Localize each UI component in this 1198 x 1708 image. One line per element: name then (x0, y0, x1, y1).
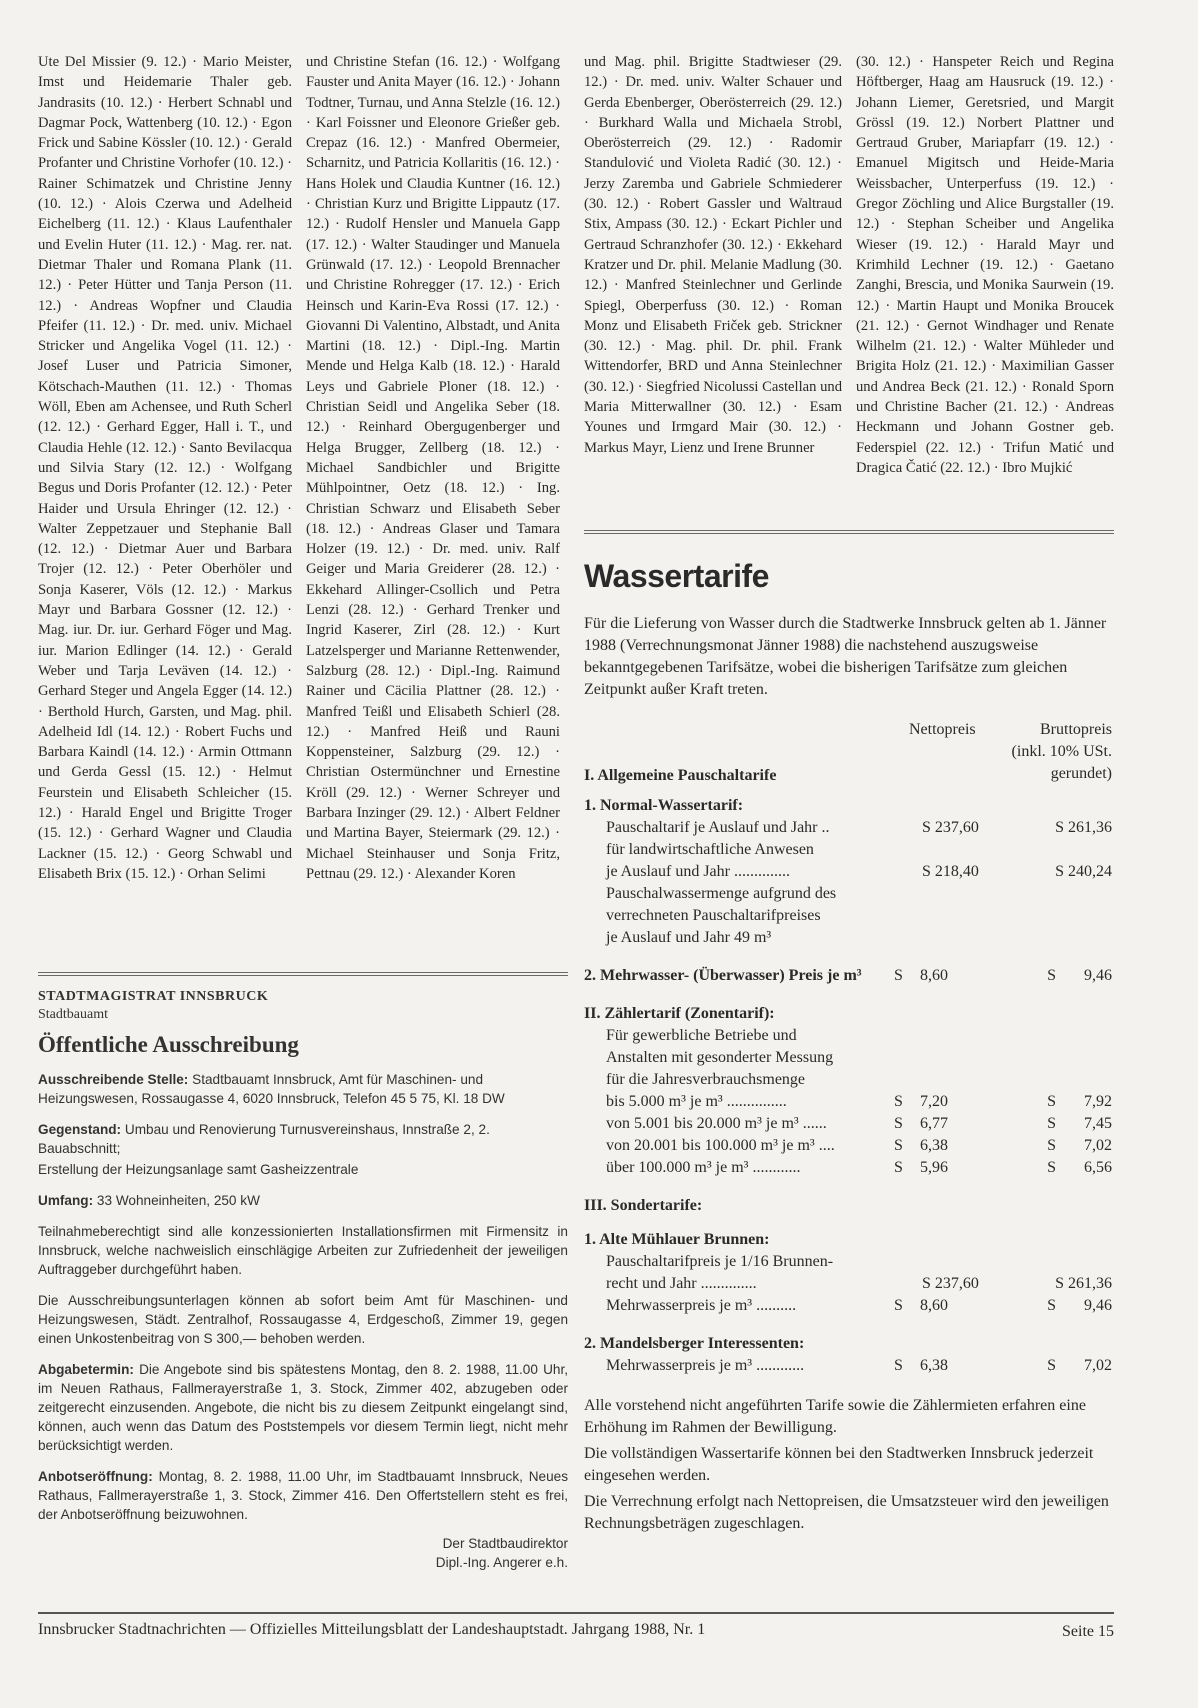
column-weddings-3: und Mag. phil. Brigitte Stadtwieser (29. 12.) · Dr. med. univ. Walter Schauer und Gerda Ebenberger, Oberösterreich (29. 12.) · Burkhard Walla und Michaela Strobl, Oberösterreich (29. 12.) · Radomir Standulović und Violeta Radić (30. 12.) · Jerzy Zaremba und Gabriele Schmiederer (30. 12.) · Robert Gassler und Waltraud Stix, Ampass (30. 12.) · Eckart Pichler und Gertraud Schranzhofer (30. 12.) · Ekkehard Kratzer und Dr. phil. Melanie Madlung (30. 12.) · Manfred Steinlechner und Gerlinde Spiegl, Oberperfuss (30. 12.) · Roman Monz und Elisabeth Friček geb. Strickner (30. 12.) · Mag. phil. Dr. phil. Frank Wittendorfer, BRD und Anna Steinlechner (30. 12.) · Siegfried Nicolussi Castellan und Maria Mitterwallner (30. 12.) · Esam Younes und Irmgard Mair (30. 12.) · Markus Mayr, Lienz und Irene Brunner (584, 54, 842, 456)
tender-abgabe: Abgabetermin: Die Angebote sind bis spätestens Montag, den 8. 2. 1988, 11.00 Uhr, im Neuen Rathaus, Fallmerayerstraße 1, 3. Stock, Zimmer 402, abzugeben oder zeitgerecht einzusenden. Angebote, die nicht bis zu diesem Zeitpunkt eingelangt sind, können, auch wenn das Datum des Poststempels vor diesem Termin liegt, nicht mehr berücksichtigt werden. (38, 1362, 569, 1453)
header-netto: Nettopreis (909, 721, 976, 738)
row-label: Für gewerbliche Betriebe und (606, 1027, 797, 1044)
row-label: für landwirtschaftliche Anwesen (606, 841, 814, 858)
subsection-1-1: 1. Normal-Wassertarif: (584, 797, 744, 814)
tariff-title: Wassertarife (584, 558, 769, 594)
tariff-note-1: Alle vorstehend nicht angeführten Tarife sowie die Zählermieten erfahren eine Erhöhung im Rahmen der Bewilligung. (584, 1397, 1086, 1436)
divider-left (38, 972, 568, 976)
header-brutto-3: gerundet) (1050, 765, 1112, 782)
divider-right (584, 530, 1114, 534)
table-row: Mehrwasserpreis je m³ ............ S 6,38 S 7,02 (606, 1357, 1112, 1374)
table-row: von 5.001 bis 20.000 m³ je m³ ...... S 6,77 S 7,45 (606, 1115, 1112, 1132)
row-label: Pauschalwassermenge aufgrund des (606, 885, 837, 902)
tender-teilnahme: Teilnahmeberechtigt sind alle konzessionierten Installationsfirmen mit Firmensitz in Innsbruck, welche nachweislich einschlägige Arbeiten zur Zufriedenheit der jeweiligen Auftraggeber durchgeführt haben. (38, 1224, 568, 1277)
row-label: für die Jahresverbrauchsmenge (606, 1071, 806, 1088)
page-number: Seite 15 (1062, 1623, 1114, 1640)
public-tender (38, 988, 568, 1572)
tender-unterlagen: Die Ausschreibungsunterlagen können ab sofort beim Amt für Maschinen- und Heizungswesen, Städt. Zentralhof, Rossaugasse 4, Erdgeschoß, Zimmer 19, gegen einen Unkostenbeitrag von S 300,— behoben werden. (38, 1293, 568, 1346)
table-header (584, 719, 1112, 785)
table-row: von 20.001 bis 100.000 m³ je m³ .... S 6,38 S 7,02 (606, 1137, 1112, 1154)
table-row: über 100.000 m³ je m³ ............ S 5,96 S 6,56 (606, 1159, 1112, 1176)
table-row: bis 5.000 m³ je m³ ............... S 7,20 S 7,92 (606, 1093, 1112, 1110)
column-weddings-1: Ute Del Missier (9. 12.) · Mario Meister, Imst und Heidemarie Thaler geb. Jandrasits (10. 12.) · Herbert Schnabl und Dagmar Pock, Wattenberg (10. 12.) · Egon Frick und Sabine Kössler (10. 12.) · Gerald Profanter und Christine Vorhofer (10. 12.) · Rainer Schimatzek und Christine Jenny (10. 12.) · Alois Czerwa und Adelheid Eichelberg (11. 12.) · Klaus Laufenthaler und Evelin Huter (11. 12.) · Mag. rer. nat. Dietmar Thaler und Romana Plank (11. 12.) · Peter Hütter und Tanja Person (11. 12.) · Andreas Wopfner und Claudia Pfeifer (11. 12.) · Dr. med. univ. Michael Stricker und Angelika Vogel (11. 12.) · Josef Luser und Patricia Simoner, Kötschach-Mauthen (11. 12.) · Thomas Wöll, Eben am Achensee, und Ruth Scherl (12. 12.) · Gerhard Egger, Hall i. T., und Claudia Hehle (12. 12.) · Santo Bevilacqua und Silvia Stary (12. 12.) · Wolfgang Begus und Doris Profanter (12. 12.) · Peter Haider und Ursula Ehringer (12. 12.) · Walter Zeppetzauer und Stephanie Ball (12. 12.) · Dietmar Auer und Barbara Trojer (12. 12.) · Peter Oberhöler und Sonja Kaserer, Völs (12. 12.) · Markus Mayr und Barbara Gossner (12. 12.) · Mag. iur. Dr. iur. Gerhard Föger und Mag. iur. Marion Edlinger (14. 12.) · Gerald Weber und Tarja Leväven (14. 12.) · Gerhard Steger und Angela Egger (14. 12.) · Berthold Hurch, Garsten, und Mag. phil. Adelheid Idl (14. 12.) · Robert Fuchs und Barbara Kaindl (14. 12.) · Armin Ottmann und Gerda Gessl (15. 12.) · Helmut Feurstein und Elisabeth Schleicher (15. 12.) · Harald Engel und Brigitte Troger (15. 12.) · Gerhard Wagner und Claudia Lackner (15. 12.) · Georg Schwabl und Elisabeth Brix (15. 12.) · Orhan Selimi (38, 54, 292, 882)
tariff-note-2: Die vollständigen Wassertarife können bei den Stadtwerken Innsbruck jederzeit eingesehen werden. (584, 1445, 1094, 1484)
tender-title: Öffentliche Ausschreibung (38, 1032, 299, 1057)
tender-gegenstand: Gegenstand: Umbau und Renovierung Turnusvereinshaus, Innstraße 2, 2. Bauabschnitt; (38, 1122, 490, 1156)
department: Stadtbauamt (38, 1007, 108, 1022)
row-label: Pauschaltarifpreis je 1/16 Brunnen- (606, 1253, 834, 1270)
tariff-note-3: Die Verrechnung erfolgt nach Nettopreisen, die Umsatzsteuer wird den jeweiligen Rechnungsbeträgen zugeschlagen. (584, 1493, 1109, 1532)
tender-eroeffnung: Anbotseröffnung: Montag, 8. 2. 1988, 11.00 Uhr, im Stadtbauamt Innsbruck, Neues Rathaus, Fallmerayerstraße 1, 3. Stock, Zimmer 416. Den Offertstellern steht es frei, der Anbotseröffnung beizuwohnen. (38, 1469, 569, 1522)
page-footer (38, 1612, 1114, 1640)
table-row: Mehrwasserpreis je m³ .......... S 8,60 S 9,46 (606, 1297, 1112, 1314)
tariff-intro: Für die Lieferung von Wasser durch die Stadtwerke Innsbruck gelten ab 1. Jänner 1988 (Verrechnungsmonat Jänner 1988) die nachstehend auszugsweise bekanntgegebenen Tarifsätze, wobei die bisherigen Tarifsätze zum gleichen Zeitpunkt außer Kraft treten. (584, 615, 1107, 698)
agency-name: STADTMAGISTRAT INNSBRUCK (38, 989, 269, 1004)
table-row: recht und Jahr .............. S 237,60 S 261,36 (606, 1275, 1112, 1292)
tender-umfang: Umfang: 33 Wohneinheiten, 250 kW (38, 1193, 260, 1208)
header-brutto-2: (inkl. 10% USt. (1011, 743, 1112, 760)
water-tariffs (584, 553, 1112, 1539)
row-label: je Auslauf und Jahr 49 m³ (606, 929, 772, 946)
footer-text: Innsbrucker Stadtnachrichten — Offizielles Mitteilungsblatt der Landeshauptstadt. Jahrgang 1988, Nr. 1 (38, 1621, 706, 1638)
column-weddings-2: und Christine Stefan (16. 12.) · Wolfgang Fauster und Anita Mayer (16. 12.) · Johann Todtner, Turnau, und Anna Stelzle (16. 12.) · Karl Foissner und Eleonore Grießer geb. Crepaz (16. 12.) · Manfred Obermeier, Scharnitz, und Patricia Kollaritis (16. 12.) · Hans Holek und Claudia Kuntner (16. 12.) · Christian Kurz und Brigitte Lippautz (17. 12.) · Rudolf Hensler und Manuela Gapp (17. 12.) · Walter Staudinger und Manuela Grünwald (17. 12.) · Leopold Brennacher und Christine Rohregger (17. 12.) · Erich Heinsch und Karin-Eva Rossi (17. 12.) · Giovanni Di Valentino, Albstadt, und Anita Martini (18. 12.) · Dipl.-Ing. Martin Mende und Helga Kalb (18. 12.) · Harald Leys und Gabriele Ploner (18. 12.) · Christian Seidl und Angelika Seber (18. 12.) · Reinhard Obergugenberger und Helga Brugger, Zellberg (18. 12.) · Michael Sandbichler und Brigitte Mühlpointner, Oetz (18. 12.) · Ing. Christian Schwarz und Elisabeth Seber (18. 12.) · Andreas Glaser und Tamara Holzer (19. 12.) · Dr. med. univ. Ralf Geiger und Maria Greiderer (28. 12.) · Ekkehard Allinger-Csollich und Petra Lenzi (28. 12.) · Gerhard Trenker und Ingrid Kaserer, Zirl (28. 12.) · Kurt Latzelsperger und Marianne Rettenwender, Salzburg (28. 12.) · Dipl.-Ing. Raimund Rainer und Cäcilia Plattner (28. 12.) · Manfred Teißl und Elisabeth Schierl (28. 12.) · Manfred Heiß und Rauni Koppensteiner, Salzburg (29. 12.) · Christian Ostermünchner und Ernestine Kröll (29. 12.) · Werner Schreyer und Barbara Inzinger (29. 12.) · Albert Feldner und Martina Bayer, Steiermark (29. 12.) · Michael Steinhauser und Sonja Fritz, Pettnau (29. 12.) · Alexander Koren (306, 54, 560, 882)
signature: Der Stadtbaudirektor Dipl.-Ing. Angerer e.h. (435, 1536, 568, 1570)
tender-stelle: Ausschreibende Stelle: Stadtbauamt Innsbruck, Amt für Maschinen- und Heizungswesen, Rossaugasse 4, 6020 Innsbruck, Telefon 45 5 75, Kl. 18 DW (38, 1072, 505, 1106)
table-row: 2. Mehrwasser- (Überwasser) Preis je m³ S 8,60 S 9,46 (584, 967, 1112, 984)
row-label: verrechneten Pauschaltarifpreises (606, 907, 821, 924)
section-3-title: III. Sondertarife: (584, 1197, 703, 1214)
section-1-title: I. Allgemeine Pauschaltarife (584, 767, 777, 784)
table-row: Pauschaltarif je Auslauf und Jahr .. S 237,60 S 261,36 (606, 819, 1112, 836)
column-weddings-4: (30. 12.) · Hanspeter Reich und Regina Höftberger, Haag am Hausruck (19. 12.) · Johann Liemer, Geretsried, und Margit Grössl (19. 12.) Norbert Plattner und Gertraud Gruber, Mariapfarr (19. 12.) · Emanuel Migitsch und Heide-Maria Weissbacher, Unterperfuss (19. 12.) · Gregor Zöchling und Alice Burgstaller (19. 12.) · Stephan Scheiber und Angelika Wieser (19. 12.) · Harald Mayr und Krimhild Lechner (19. 12.) · Gaetano Zanghi, Brescia, und Monika Saurwein (19. 12.) · Martin Haupt und Monika Broucek (21. 12.) · Gernot Windhager und Renate Wilhelm (21. 12.) · Walter Mühleder und Brigita Holz (21. 12.) · Maximilian Gasser und Andrea Beck (21. 12.) · Ronald Sporn und Christine Bacher (21. 12.) · Andreas Heckmann und Johann Gostner geb. Federspiel (22. 12.) · Trifun Matić und Dragica Čatić (22. 12.) · Ibro Mujkić (856, 54, 1114, 476)
section-2-title: II. Zählertarif (Zonentarif): (584, 1005, 775, 1022)
subsection-3-1: 1. Alte Mühlauer Brunnen: (584, 1231, 770, 1248)
header-brutto: Bruttopreis (1040, 721, 1112, 738)
tender-gegenstand-2: Erstellung der Heizungsanlage samt Gasheizzentrale (38, 1162, 359, 1177)
table-row: je Auslauf und Jahr .............. S 218,40 S 240,24 (606, 863, 1112, 880)
subsection-3-2: 2. Mandelsberger Interessenten: (584, 1335, 805, 1352)
row-label: Anstalten mit gesonderter Messung (606, 1049, 834, 1066)
